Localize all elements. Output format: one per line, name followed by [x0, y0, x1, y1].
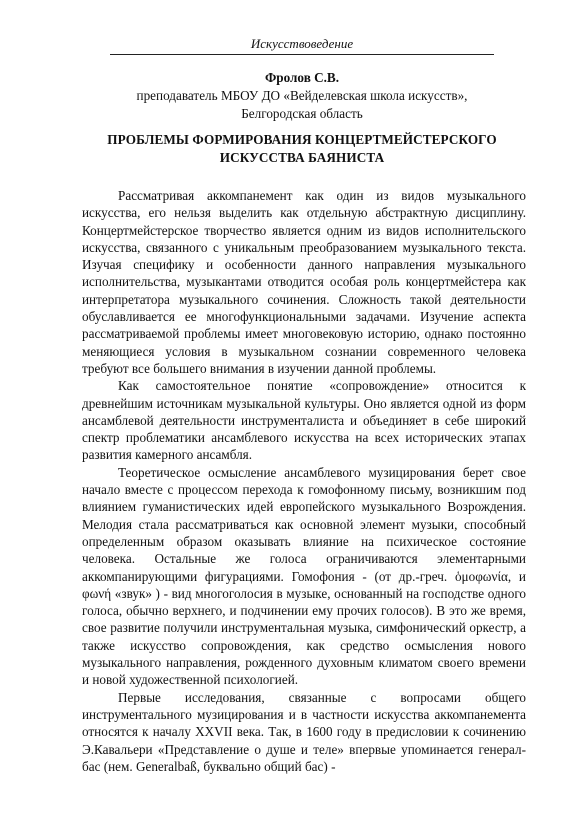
paragraph: Рассматривая аккомпанемент как один из видов музыкального искусства, его нельзя выделить как отдельную абстрактную дисциплину. Концертмейстерское творчество является одним из видов исполнительского искусства, связанного с уникальным преобразованием музыкального текста. Изучая специфику и особенности данного направления музыкального исполнительства, музыкантами отводится особая роль концертмейстера как интерпретатора музыкального сочинения. Сложность такой деятельности обуславливается ее многофункциональными задачами. Изучение аспекта рассматриваемой проблемы имеет многовековую историю, однако постоянно меняющиеся условия в музыкальном сознании современного человека требуют все большего внимания в изучении данной проблемы. [82, 188, 526, 376]
author-position: преподаватель МБОУ ДО «Вейделевская школа искусств», [136, 88, 468, 103]
author-region: Белгородская область [241, 106, 363, 121]
author-name: Фролов С.В. [264, 70, 340, 85]
paragraph: Первые исследования, связанные с вопросами общего инструментального музицирования и в частности искусства аккомпанемента относятся к началу XXVII века. Так, в 1600 году в предисловии к сочинению Э.Кавальери «Представление о душе и теле» впервые упоминается генерал-бас (нем. Generalbaß, буквально общий бас) - [82, 689, 526, 774]
paragraph: Теоретическое осмысление ансамблевого музицирования берет свое начало вместе с процессом перехода к гомофонному письму, возникшим под влиянием гуманистических идей европейского музыкального Возрождения. Мелодия стала рассматриваться как основной элемент музыки, способный определенным образом оказывать влияние на психическое состояние человека. Остальные же голоса ограничиваются элементарными аккомпанирующими фигурациями. Гомофония - (от др.-греч. ὁμοφωνία, и φωνή «звук» ) - вид многоголосия в музыке, основанный на господстве одного голоса, обычно верхнего, и подчинении ему прочих голосов). В это же время, свое развитие получили инструментальная музыка, симфонический оркестр, а также искусство сопровождения, как средство осмысления нового музыкального направления, рожденного духовным климатом своего времени и новой художественной психологией. [82, 464, 526, 688]
article-title [60, 131, 544, 167]
running-header: Искусствоведение [250, 36, 354, 51]
author-block [80, 69, 524, 123]
title-line-2: ИСКУССТВА БАЯНИСТА [219, 150, 385, 165]
title-line-1: ПРОБЛЕМЫ ФОРМИРОВАНИЯ КОНЦЕРТМЕЙСТЕРСКОГО [107, 132, 497, 147]
header-rule [110, 54, 494, 55]
article-body [82, 187, 526, 775]
paragraph: Как самостоятельное понятие «сопровождение» относится к древнейшим источникам музыкальной культуры. Оно является одной из форм ансамблевой деятельности инструменталиста и объединяет в себе широкий спектр проблематики ансамблевого искусства на всех исторических этапах развития камерного ансамбля. [82, 378, 526, 463]
